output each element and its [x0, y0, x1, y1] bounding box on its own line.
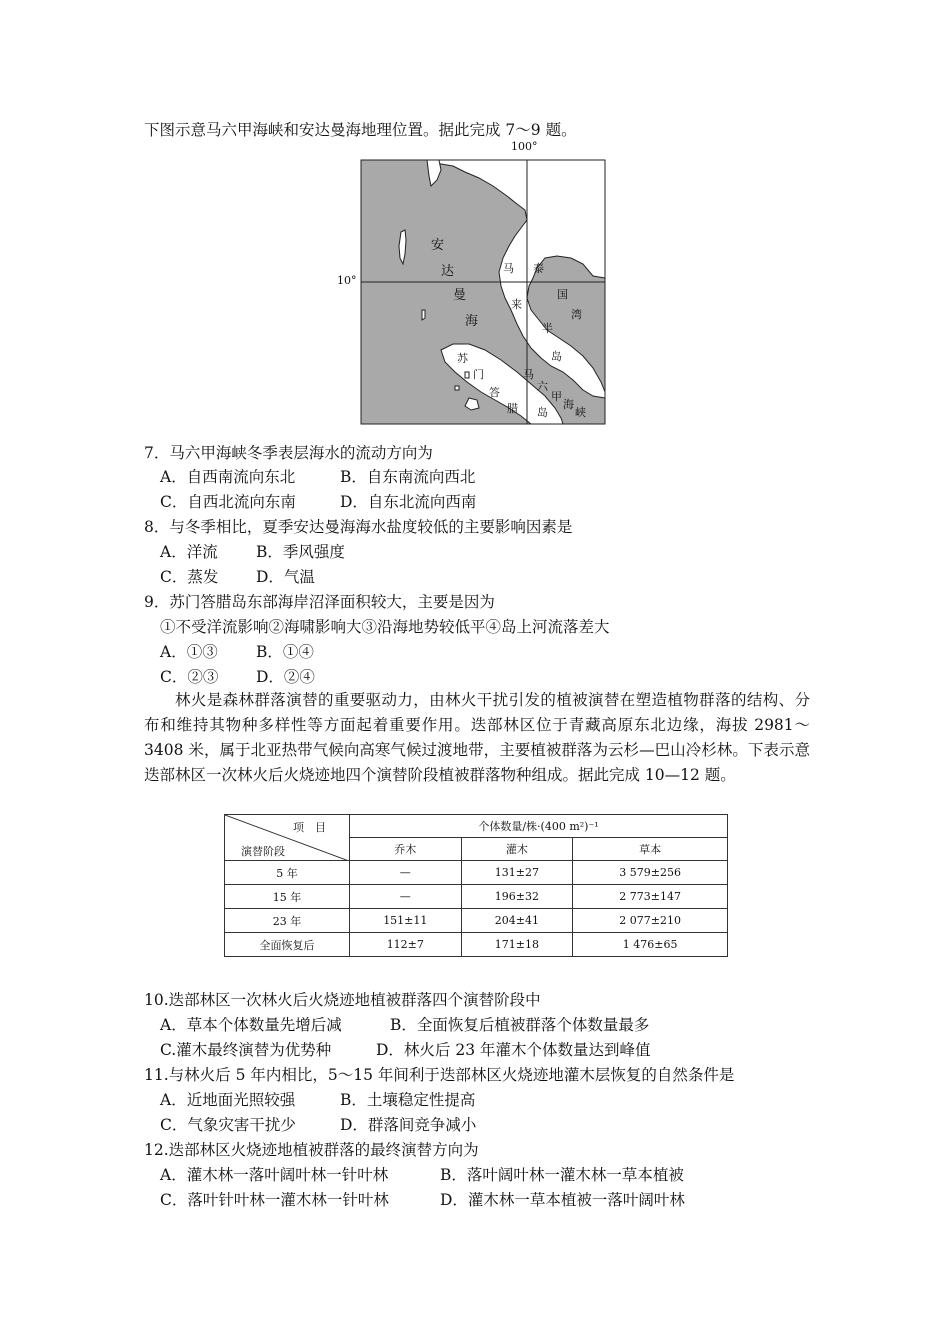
label-peninsula-4: 岛	[551, 350, 562, 363]
q8-option-b: B．季风强度	[256, 543, 345, 561]
passage-text: 林火是森林群落演替的重要驱动力，由林火干扰引发的植被演替在塑造植物群落的结构、分布和维持其物种多样性等方面起着重要作用。迭部林区位于青藏高原东北边缘，海拔 2981～3408 米，属于北亚热带气候向高寒气候过渡地带，主要植被群落为云杉—巴山冷杉林。下表示意迭部林区一次林火后火烧迹地四个演替阶段植被群落物种组成。据此完成 10—12 题。	[144, 691, 810, 784]
group-header: 个体数量/株·(400 m²)⁻¹	[350, 815, 728, 838]
cell-tree: 151±11	[350, 909, 462, 933]
row-stage: 5 年	[225, 861, 350, 885]
map-figure	[337, 140, 605, 424]
q8-option-d: D．气温	[256, 568, 315, 586]
q9-stem: 9．苏门答腊岛东部海岸沼泽面积较大，主要是因为	[144, 593, 495, 611]
cell-herb: 3 579±256	[573, 861, 728, 885]
q9-option-a: A．①③	[160, 643, 218, 661]
data-table	[224, 814, 728, 957]
label-malacca-3: 甲	[551, 390, 562, 403]
q12-option-b: B．落叶阔叶林一灌木林一草本植被	[440, 1166, 684, 1184]
label-gulf-2: 国	[557, 288, 568, 301]
label-malacca-4: 海	[563, 398, 574, 411]
col-header-shrub: 灌木	[461, 838, 573, 861]
small-island-a	[465, 372, 469, 378]
q11-option-a: A．近地面光照较强	[160, 1091, 296, 1109]
table-row	[225, 885, 728, 909]
label-peninsula-1: 马	[503, 262, 514, 275]
q12-stem: 12.迭部林区火烧迹地植被群落的最终演替方向为	[144, 1141, 479, 1159]
label-gulf-3: 湾	[571, 308, 582, 321]
table-row	[225, 933, 728, 957]
cell-shrub: 196±32	[461, 885, 573, 909]
label-sumatra-1: 苏	[457, 352, 468, 365]
label-sea-2: 达	[441, 264, 455, 279]
label-peninsula-3: 半	[542, 322, 553, 335]
lon-label: 100°	[511, 140, 538, 153]
label-malacca-5: 峡	[575, 406, 586, 419]
q9-option-d: D．②④	[256, 668, 315, 686]
q10-option-a: A．草本个体数量先增后减	[160, 1016, 342, 1034]
cell-herb: 1 476±65	[573, 933, 728, 957]
label-sea-1: 安	[431, 238, 445, 253]
q7-option-a: A．自西南流向东北	[160, 468, 296, 486]
q11-option-c: C．气象灾害干扰少	[160, 1116, 296, 1134]
table-row	[225, 861, 728, 885]
table-corner-cell	[225, 815, 350, 861]
q12-option-d: D．灌木林一草本植被一落叶阔叶林	[440, 1191, 685, 1209]
cell-herb: 2 773±147	[573, 885, 728, 909]
q10-option-b: B．全面恢复后植被群落个体数量最多	[390, 1016, 650, 1034]
q12-option-a: A．灌木林一落叶阔叶林一针叶林	[160, 1166, 389, 1184]
label-malacca-1: 马	[523, 368, 534, 381]
cell-tree: —	[350, 885, 462, 909]
lat-label: 10°	[337, 274, 357, 287]
nicobar-island	[422, 310, 425, 320]
label-peninsula-2: 来	[511, 298, 522, 311]
label-sumatra-2: 门	[473, 368, 484, 381]
small-island-b	[455, 386, 459, 390]
q11-stem: 11.与林火后 5 年内相比，5～15 年间利于迭部林区火烧迹地灌木层恢复的自然条件是	[144, 1066, 735, 1084]
q10-option-d: D．林火后 23 年灌木个体数量达到峰值	[376, 1041, 651, 1059]
label-gulf-1: 泰	[533, 262, 544, 275]
q7-option-b: B．自东南流向西北	[340, 468, 476, 486]
cell-herb: 2 077±210	[573, 909, 728, 933]
q9-items: ①不受洋流影响②海啸影响大③沿海地势较低平④岛上河流落差大	[160, 618, 610, 636]
q9-option-c: C．②③	[160, 668, 219, 686]
map-svg	[361, 160, 605, 424]
cell-shrub: 171±18	[461, 933, 573, 957]
q9-option-b: B．①④	[256, 643, 314, 661]
label-sumatra-3: 答	[489, 386, 500, 399]
q11-option-b: B．土壤稳定性提高	[340, 1091, 476, 1109]
q10-option-c: C.灌木最终演替为优势种	[160, 1041, 332, 1059]
cell-tree: —	[350, 861, 462, 885]
corner-bottom-label: 演替阶段	[241, 845, 285, 858]
q7-option-c: C．自西北流向东南	[160, 493, 296, 511]
row-stage: 15 年	[225, 885, 350, 909]
q8-option-c: C．蒸发	[160, 568, 219, 586]
q7-option-d: D．自东北流向西南	[340, 493, 477, 511]
q7-stem: 7．马六甲海峡冬季表层海水的流动方向为	[144, 444, 433, 462]
row-stage: 23 年	[225, 909, 350, 933]
q12-option-c: C．落叶针叶林一灌木林一针叶林	[160, 1191, 389, 1209]
q10-stem: 10.迭部林区一次林火后火烧迹地植被群落四个演替阶段中	[144, 991, 541, 1009]
label-malacca-2: 六	[537, 380, 548, 393]
cell-shrub: 131±27	[461, 861, 573, 885]
label-sea-4: 海	[465, 314, 479, 329]
intro-text: 下图示意马六甲海峡和安达曼海地理位置。据此完成 7～9 题。	[144, 121, 577, 139]
col-header-tree: 乔木	[350, 838, 462, 861]
corner-top-label: 项 目	[293, 821, 326, 834]
label-sumatra-4: 腊	[507, 402, 518, 415]
q8-option-a: A．洋流	[160, 543, 218, 561]
q11-option-d: D．群落间竞争减小	[340, 1116, 477, 1134]
cell-shrub: 204±41	[461, 909, 573, 933]
table-row	[225, 909, 728, 933]
label-island: 岛	[537, 406, 548, 419]
row-stage: 全面恢复后	[225, 933, 350, 957]
label-sea-3: 曼	[453, 288, 467, 303]
col-header-herb: 草本	[573, 838, 728, 861]
q8-stem: 8．与冬季相比，夏季安达曼海海水盐度较低的主要影响因素是	[144, 518, 573, 536]
cell-tree: 112±7	[350, 933, 462, 957]
